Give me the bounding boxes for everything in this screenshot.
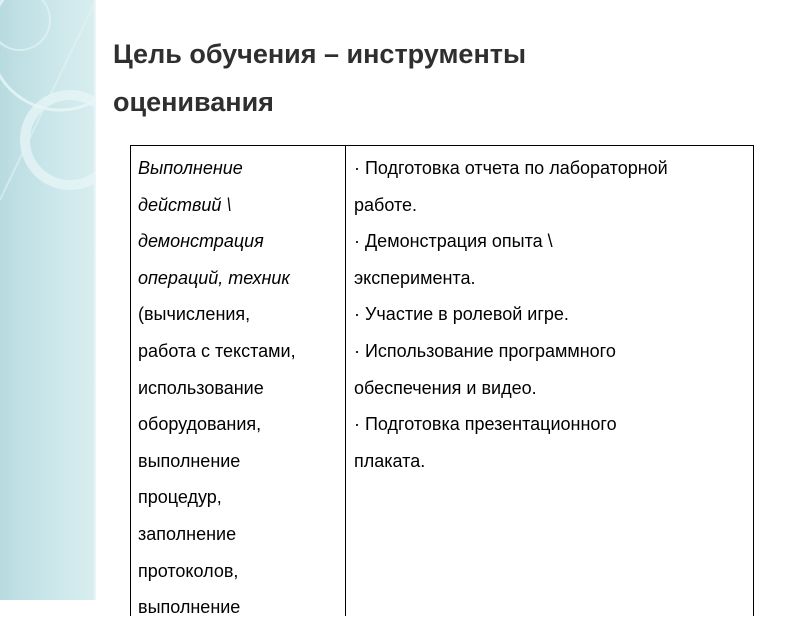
cell-line: выполнение <box>138 597 241 618</box>
cell-line: операций, техник <box>138 267 290 288</box>
cell-line: демонстрация <box>138 231 264 252</box>
side-band-edge <box>94 0 96 600</box>
list-item <box>354 406 745 479</box>
list-item-line: эксперимента. <box>354 267 476 288</box>
list-item <box>354 223 745 296</box>
cell-line: выполнение <box>138 450 241 471</box>
list-item-line: · Подготовка презентационного <box>354 414 617 435</box>
list-item-line: обеспечения и видео. <box>354 377 537 398</box>
list-item-line: работе. <box>354 194 417 215</box>
slide-title <box>113 30 773 126</box>
list-item <box>354 150 745 223</box>
cell-line: действий \ <box>138 194 232 215</box>
cell-line: работа с текстами, <box>138 340 296 361</box>
list-item-line: · Участие в ролевой игре. <box>354 304 569 325</box>
list-item-line: плаката. <box>354 450 426 471</box>
list-item-line: · Использование программного <box>354 340 616 361</box>
cell-line: процедур, <box>138 487 222 508</box>
assessment-table <box>130 145 754 616</box>
cell-line: заполнение <box>138 523 237 544</box>
cell-line: протоколов, <box>138 560 239 581</box>
slide-title-line2: оценивания <box>113 87 274 117</box>
decorative-side-band <box>0 0 96 600</box>
cell-line: оборудования, <box>138 414 262 435</box>
decorative-circles <box>0 0 96 600</box>
list-item-line: · Демонстрация опыта \ <box>354 231 553 252</box>
table-cell-assessment-tools <box>346 146 753 616</box>
slide-title-line1: Цель обучения – инструменты <box>113 39 527 69</box>
cell-line: Выполнение <box>138 158 243 178</box>
list-item-line: · Подготовка отчета по лабораторной <box>354 158 668 178</box>
list-item <box>354 296 745 333</box>
cell-line: использование <box>138 377 264 398</box>
list-item <box>354 333 745 406</box>
cell-line: (вычисления, <box>138 304 251 325</box>
table-cell-learning-goal <box>131 146 346 616</box>
